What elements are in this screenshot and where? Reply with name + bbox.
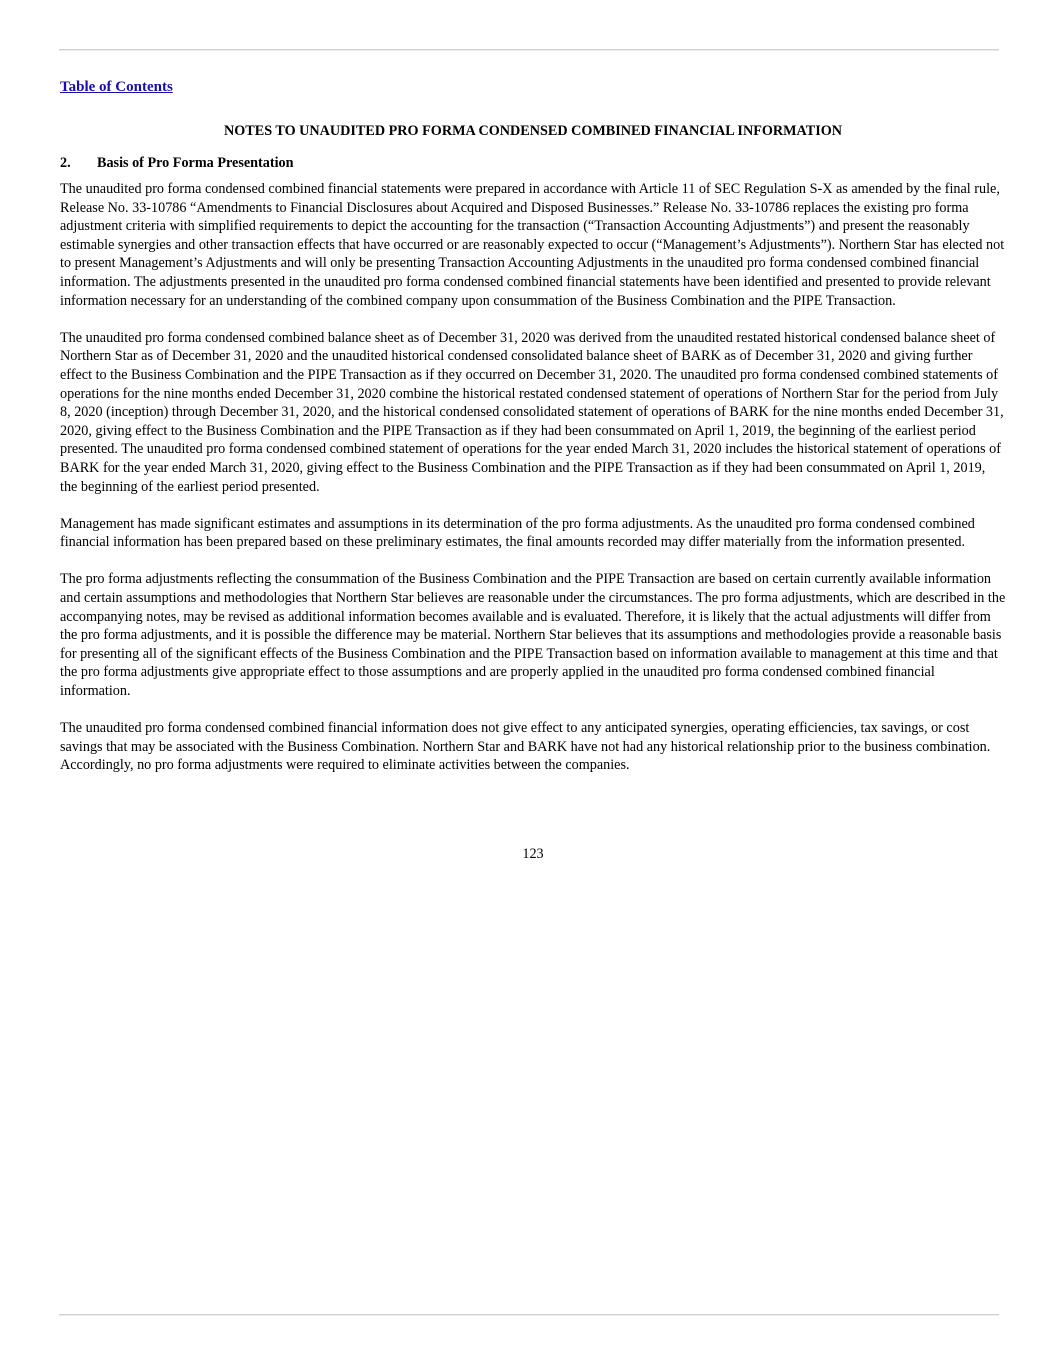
section-title: Basis of Pro Forma Presentation — [97, 155, 294, 171]
section-heading — [60, 153, 294, 173]
bottom-divider — [59, 1314, 999, 1316]
paragraph: The pro forma adjustments reflecting the consummation of the Business Combination and the PIPE Transaction are based on certain currently available information and certain assumptions and methodologies that Northern Star believes are reasonable under the circumstances. The pro forma adjustments, which are described in the accompanying notes, may be revised as additional information becomes available and is evaluated. Therefore, it is likely that the actual adjustments will differ from the pro forma adjustments, and it is possible the difference may be material. Northern Star believes that its assumptions and methodologies provide a reasonable basis for presenting all of the significant effects of the Business Combination and the PIPE Transaction based on information available to management at this time and that the pro forma adjustments give appropriate effect to those assumptions and are properly applied in the unaudited pro forma condensed combined financial information. — [60, 571, 1006, 700]
paragraph: The unaudited pro forma condensed combined financial information does not give effect to any anticipated synergies, operating efficiencies, tax savings, or cost savings that may be associated with the Business Combination. Northern Star and BARK have not had any historical relationship prior to the business combination. Accordingly, no pro forma adjustments were required to eliminate activities between the companies. — [60, 720, 991, 774]
page-title: NOTES TO UNAUDITED PRO FORMA CONDENSED COMBINED FINANCIAL INFORMATION — [224, 123, 842, 139]
section-number: 2. — [60, 155, 71, 171]
top-divider — [59, 49, 999, 51]
body-text — [60, 180, 1006, 794]
paragraph: The unaudited pro forma condensed combined balance sheet as of December 31, 2020 was derived from the unaudited restated historical condensed balance sheet of Northern Star as of December 31, 2020 and the unaudited historical condensed consolidated balance sheet of BARK as of December 31, 2020 and giving further effect to the Business Combination and the PIPE Transaction as if they occurred on December 31, 2020. The unaudited pro forma condensed combined statements of operations for the nine months ended December 31, 2020 combine the historical restated condensed statement of operations of Northern Star for the period from July 8, 2020 (inception) through December 31, 2020, and the historical condensed consolidated statement of operations of BARK for the nine months ended December 31, 2020, giving effect to the Business Combination and the PIPE Transaction as if they had been consummated on April 1, 2019, the beginning of the earliest period presented. The unaudited pro forma condensed combined statement of operations for the year ended March 31, 2020 includes the historical statement of operations of BARK for the year ended March 31, 2020, giving effect to the Business Combination and the PIPE Transaction as if they had been consummated on April 1, 2019, the beginning of the earliest period presented. — [60, 329, 1004, 495]
paragraph: Management has made significant estimates and assumptions in its determination of the pro forma adjustments. As the unaudited pro forma condensed combined financial information has been prepared based on these preliminary estimates, the final amounts recorded may differ materially from the information presented. — [60, 515, 975, 551]
table-of-contents-link[interactable]: Table of Contents — [60, 79, 173, 95]
paragraph: The unaudited pro forma condensed combined financial statements were prepared in accordance with Article 11 of SEC Regulation S-X as amended by the final rule, Release No. 33-10786 “Amendments to Financial Disclosures about Acquired and Disposed Businesses.” Release No. 33-10786 replaces the existing pro forma adjustment criteria with simplified requirements to depict the accounting for the transaction (“Transaction Accounting Adjustments”) and present the reasonably estimable synergies and other transaction effects that have occurred or are reasonably expected to occur (“Management’s Adjustments”). Northern Star has elected not to present Management’s Adjustments and will only be presenting Transaction Accounting Adjustments in the unaudited pro forma condensed combined financial information. The adjustments presented in the unaudited pro forma condensed combined financial statements have been identified and presented to provide relevant information necessary for an understanding of the combined company upon consummation of the Business Combination and the PIPE Transaction. — [60, 181, 1005, 309]
page-number: 123 — [522, 846, 544, 862]
